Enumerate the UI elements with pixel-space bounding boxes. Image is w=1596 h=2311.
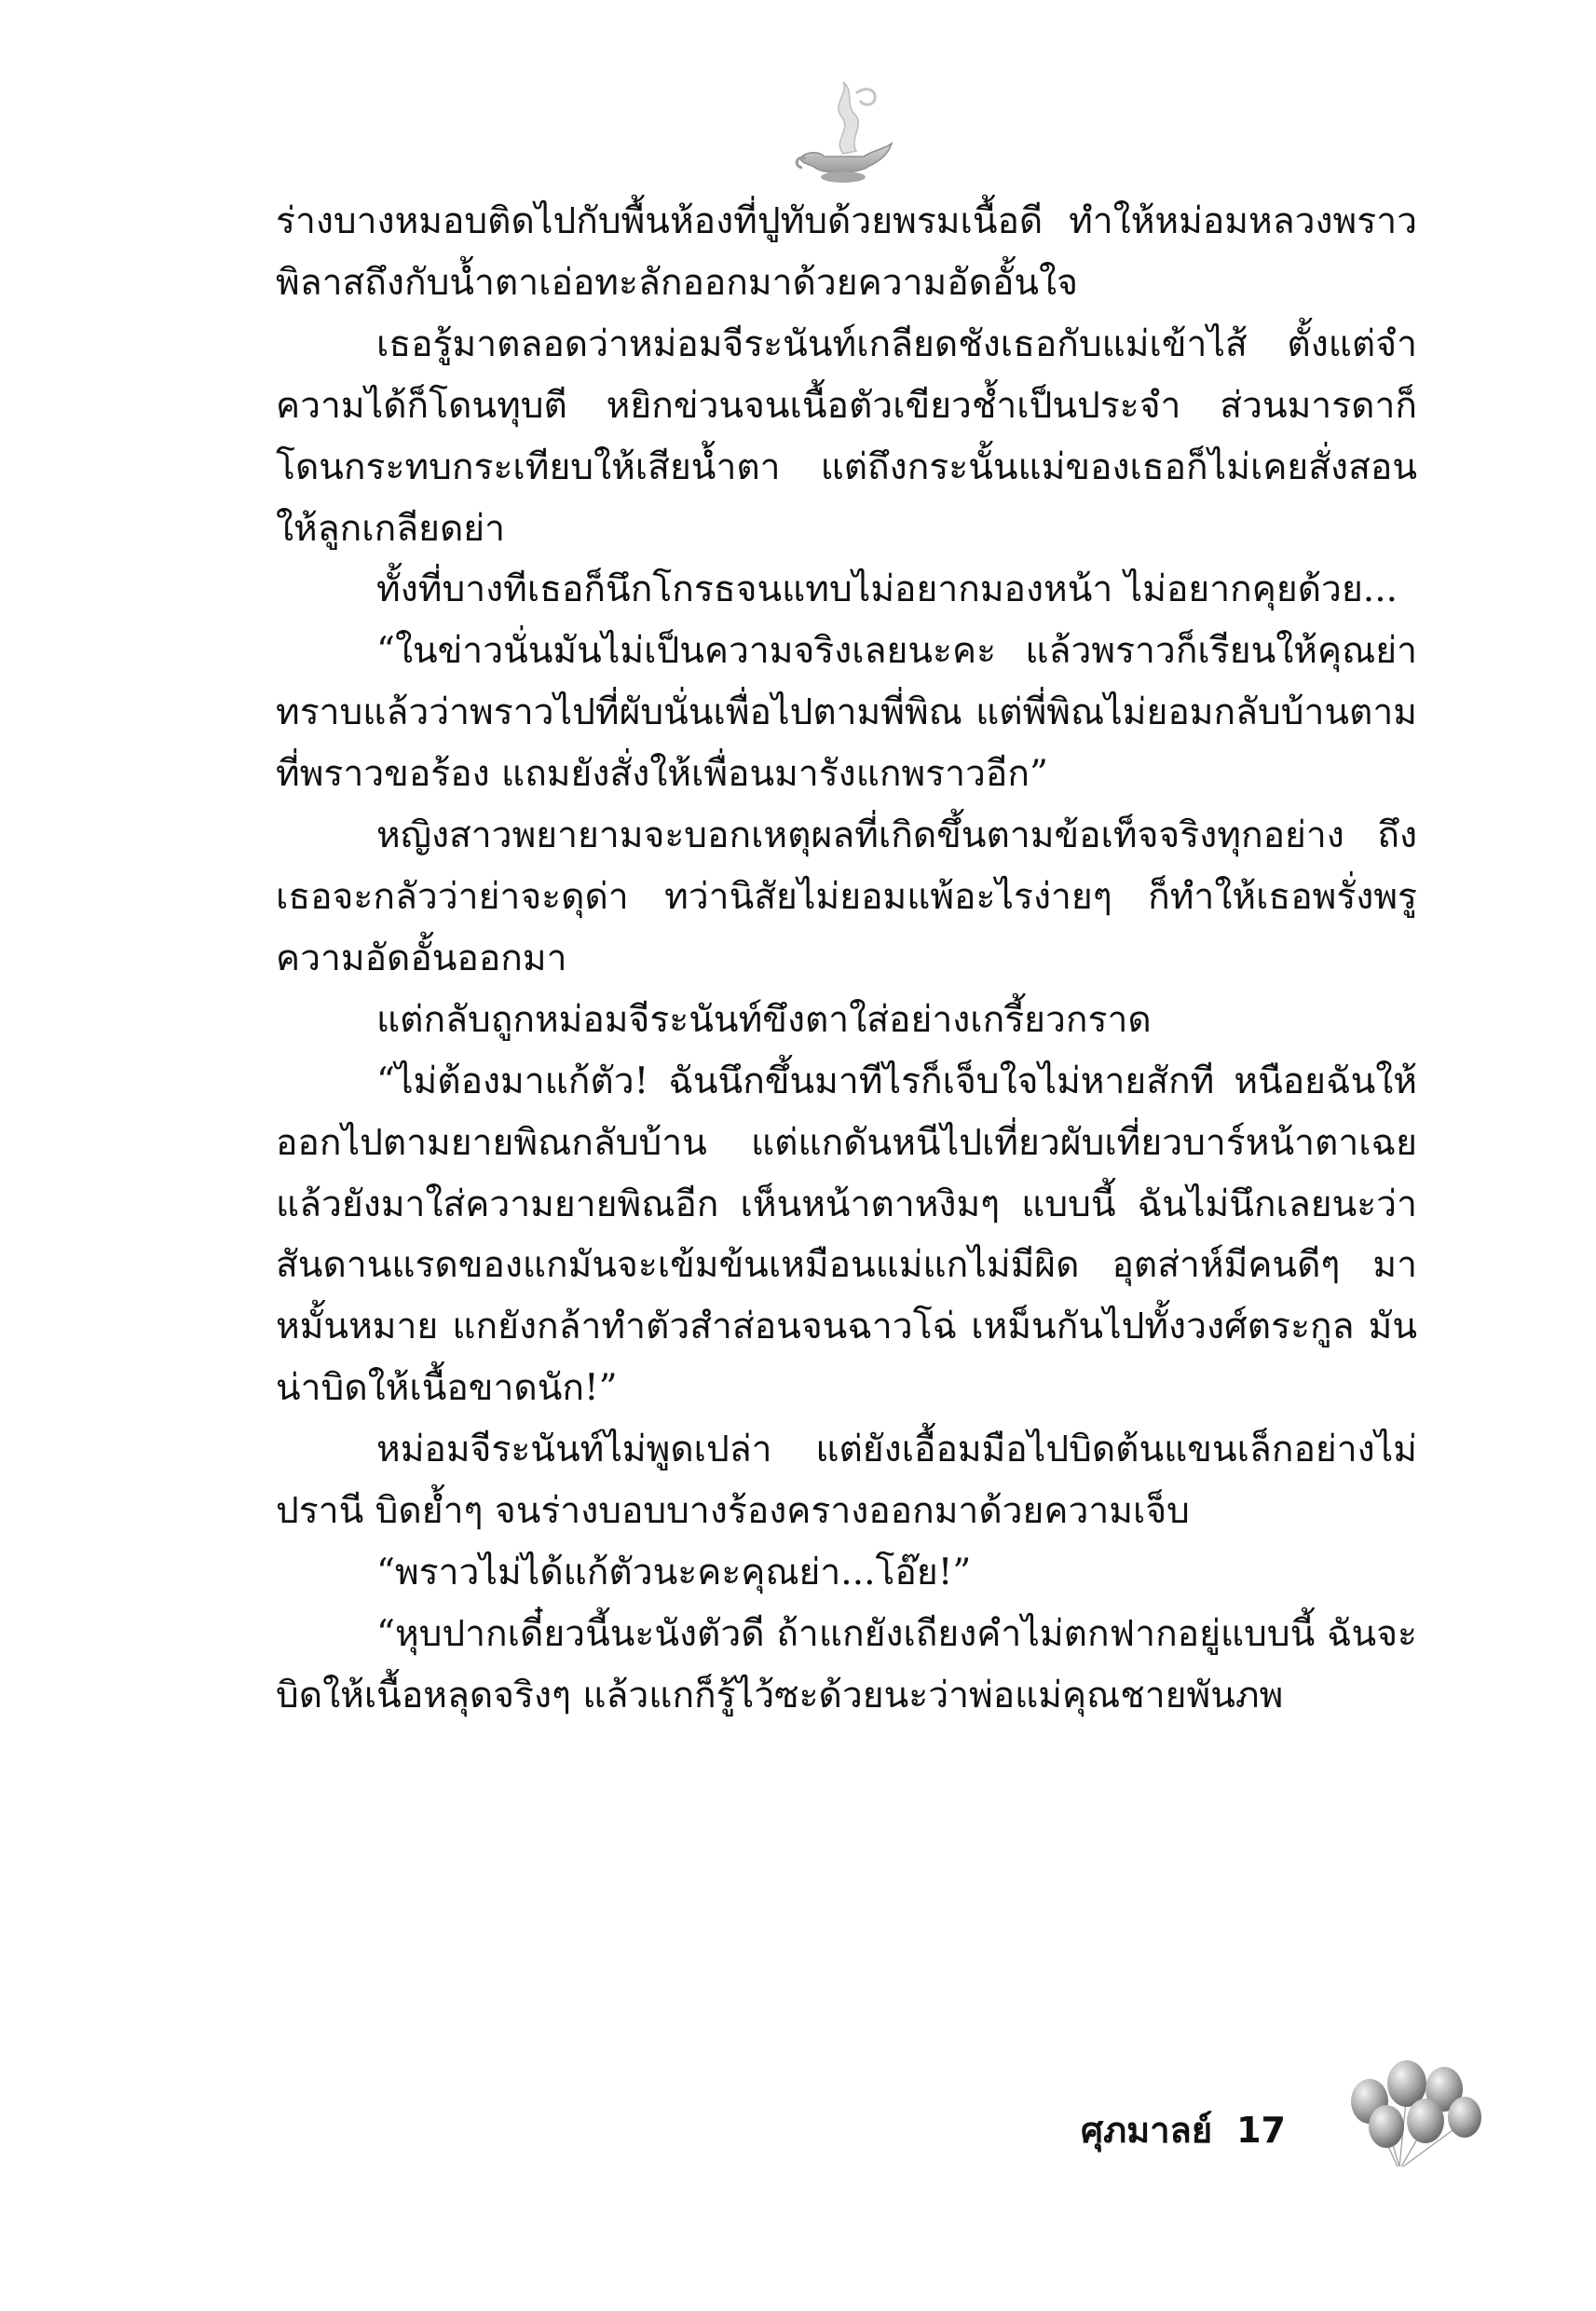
author-name: ศุภมาลย์ xyxy=(1081,2110,1213,2151)
paragraph: หญิงสาวพยายามจะบอกเหตุผลที่เกิดขึ้นตามข้อเท็จจริงทุกอย่าง ถึงเธอจะกลัวว่าย่าจะดุด่า ทว่านิสัยไม่ยอมแพ้อะไรง่ายๆ ก็ทำให้เธอพรั่งพรูความอัดอั้นออกมา xyxy=(276,814,1417,979)
page-number: 17 xyxy=(1236,2110,1286,2151)
paragraph: “ไม่ต้องมาแก้ตัว! ฉันนึกขึ้นมาทีไรก็เจ็บใจไม่หายสักที หนือยฉันให้ออกไปตามยายพิณกลับบ้าน แต่แกดันหนีไปเที่ยวผับเที่ยวบาร์หน้าตาเฉย แล้วยังมาใส่ความยายพิณอีก เห็นหน้าตาหงิมๆ แบบนี้ ฉันไม่นึกเลยนะว่าสันดานแรดของแกมันจะเข้มข้นเหมือนแม่แกไม่มีผิด อุตส่าห์มีคนดีๆ มาหมั้นหมาย แกยังกล้าทำตัวสำส่อนจนฉาวโฉ่ เหม็นกันไปทั้งวงศ์ตระกูล มันน่าบิดให้เนื้อขาดนัก!” xyxy=(276,1060,1417,1410)
balloons-icon xyxy=(1332,2050,1491,2171)
paragraph: ร่างบางหมอบติดไปกับพื้นห้องที่ปูทับด้วยพรมเนื้อดี ทำให้หม่อมหลวงพราวพิลาสถึงกับน้ำตาเอ่อทะลักออกมาด้วยความอัดอั้นใจ xyxy=(276,200,1417,304)
paragraph: แต่กลับถูกหม่อมจีระนันท์ขึงตาใส่อย่างเกรี้ยวกราด xyxy=(376,998,1152,1041)
genie-lamp-icon xyxy=(787,65,899,196)
paragraph: ทั้งที่บางทีเธอก็นึกโกรธจนแทบไม่อยากมองหน้า ไม่อยากคุยด้วย... xyxy=(376,568,1398,611)
paragraph: “หุบปากเดี๋ยวนี้นะนังตัวดี ถ้าแกยังเถียงคำไม่ตกฟากอยู่แบบนี้ ฉันจะบิดให้เนื้อหลุดจริงๆ แล้วแกก็รู้ไว้ซะด้วยนะว่าพ่อแม่คุณชายพันภพ xyxy=(276,1612,1417,1716)
page-footer xyxy=(1081,2101,1286,2158)
paragraph: “ในข่าวนั่นมันไม่เป็นความจริงเลยนะคะ แล้วพราวก็เรียนให้คุณย่าทราบแล้วว่าพราวไปที่ผับนั่นเพื่อไปตามพี่พิณ แต่พี่พิณไม่ยอมกลับบ้านตามที่พราวขอร้อง แถมยังสั่งให้เพื่อนมารังแกพราวอีก” xyxy=(276,630,1417,796)
paragraph: หม่อมจีระนันท์ไม่พูดเปล่า แต่ยังเอื้อมมือไปบิดต้นแขนเล็กอย่างไม่ปรานี บิดย้ำๆ จนร่างบอบบางร้องครางออกมาด้วยความเจ็บ xyxy=(276,1429,1417,1533)
paragraph: เธอรู้มาตลอดว่าหม่อมจีระนันท์เกลียดชังเธอกับแม่เข้าไส้ ตั้งแต่จำความได้ก็โดนทุบตี หยิกข่วนจนเนื้อตัวเขียวช้ำเป็นประจำ ส่วนมารดาก็โดนกระทบกระเทียบให้เสียน้ำตา แต่ถึงกระนั้นแม่ของเธอก็ไม่เคยสั่งสอนให้ลูกเกลียดย่า xyxy=(276,322,1417,550)
body-text xyxy=(276,191,1417,2045)
paragraph: “พราวไม่ได้แก้ตัวนะคะคุณย่า...โอ๊ย!” xyxy=(376,1551,972,1593)
